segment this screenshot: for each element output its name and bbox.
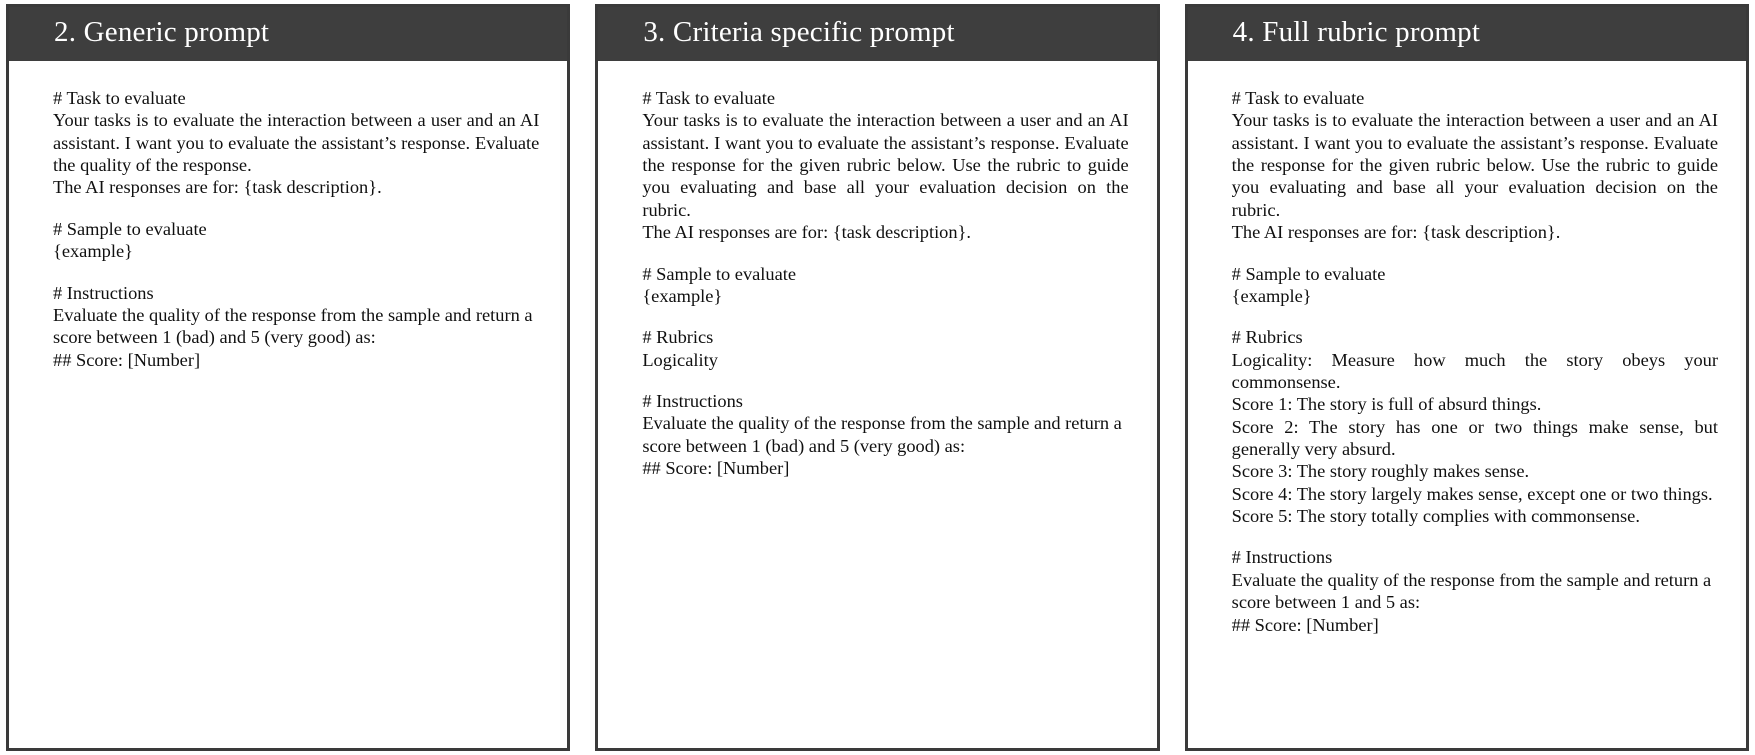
placeholder-example: {example} — [642, 285, 723, 306]
panel-criteria-specific-prompt — [595, 4, 1159, 751]
rubric-criterion-definition: Logicality: Measure how much the story obeys your commonsense. — [1231, 349, 1718, 392]
block-sample-to-evaluate — [642, 263, 1128, 308]
panel-title-full-rubric-prompt: 4. Full rubric prompt — [1188, 7, 1746, 61]
heading-task-to-evaluate: # Task to evaluate — [642, 88, 776, 108]
panel-title-criteria-specific-prompt: 3. Criteria specific prompt — [598, 7, 1156, 61]
rubric-score-line: Score 3: The story roughly makes sense. — [1231, 461, 1530, 482]
paragraph-task-to-evaluate: Your tasks is to evaluate the interaction between a user and an AI assistant. I want you to evaluate the assistant’s response. Evaluate the response for the given rubric below. Use the rubric to guide you evaluating and base all your evaluation decision on the rubric. — [1231, 110, 1718, 220]
tail-score-format: ## Score: [Number] — [642, 458, 790, 479]
heading-sample-to-evaluate: # Sample to evaluate — [642, 263, 797, 284]
block-sample-to-evaluate — [1232, 263, 1718, 308]
paragraph-task-to-evaluate: Your tasks is to evaluate the interaction between a user and an AI assistant. I want you to evaluate the assistant’s response. Evaluate the response for the given rubric below. Use the rubric to guide you evaluating and base all your evaluation decision on the rubric. — [642, 110, 1129, 220]
heading-sample-to-evaluate: # Sample to evaluate — [53, 218, 207, 239]
tail-score-format: ## Score: [Number] — [53, 349, 201, 370]
block-task-to-evaluate — [53, 87, 539, 199]
paragraph-instructions: Evaluate the quality of the response from the sample and return a score between 1 (bad) and 5 (very good) as: — [53, 304, 533, 348]
block-sample-to-evaluate — [53, 218, 539, 263]
block-task-to-evaluate — [642, 87, 1128, 244]
paragraph-instructions: Evaluate the quality of the response from the sample and return a score between 1 and 5 as: — [1231, 569, 1712, 613]
rubric-score-line: Score 5: The story totally complies with commonsense. — [1231, 506, 1640, 527]
tail-score-format: ## Score: [Number] — [1231, 614, 1379, 635]
paragraph-instructions: Evaluate the quality of the response from the sample and return a score between 1 (bad) and 5 (very good) as: — [642, 413, 1122, 456]
panel-body-criteria-specific-prompt — [598, 61, 1156, 748]
heading-instructions: # Instructions — [1231, 547, 1333, 568]
tail-task-description: The AI responses are for: {task description}. — [1231, 222, 1561, 243]
block-instructions — [1232, 546, 1718, 635]
tail-task-description: The AI responses are for: {task description}. — [53, 177, 382, 198]
panel-full-rubric-prompt — [1185, 4, 1749, 751]
heading-sample-to-evaluate: # Sample to evaluate — [1231, 263, 1386, 284]
block-task-to-evaluate — [1232, 87, 1718, 244]
panel-title-generic-prompt: 2. Generic prompt — [9, 7, 567, 61]
heading-rubrics: # Rubrics — [642, 327, 714, 348]
block-instructions — [642, 390, 1128, 479]
rubric-score-line: Score 2: The story has one or two things make sense, but generally very absurd. — [1231, 416, 1718, 460]
heading-task-to-evaluate: # Task to evaluate — [53, 88, 186, 108]
heading-task-to-evaluate: # Task to evaluate — [1231, 88, 1365, 108]
block-rubrics — [1232, 326, 1718, 527]
tail-task-description: The AI responses are for: {task description}. — [642, 222, 971, 243]
placeholder-example: {example} — [53, 241, 133, 262]
rubric-score-line: Score 1: The story is full of absurd things. — [1231, 394, 1542, 415]
paragraph-task-to-evaluate: Your tasks is to evaluate the interaction between a user and an AI assistant. I want you to evaluate the assistant’s response. Evaluate the quality of the response. — [53, 110, 540, 176]
heading-rubrics: # Rubrics — [1231, 327, 1303, 348]
rubric-criterion-name: Logicality — [642, 349, 718, 370]
rubric-score-line: Score 4: The story largely makes sense, except one or two things. — [1231, 483, 1713, 504]
heading-instructions: # Instructions — [642, 390, 743, 411]
heading-instructions: # Instructions — [53, 282, 154, 303]
panel-body-full-rubric-prompt — [1188, 61, 1746, 748]
panel-generic-prompt — [6, 4, 570, 751]
block-rubrics — [642, 326, 1128, 371]
placeholder-example: {example} — [1231, 285, 1312, 306]
block-instructions — [53, 282, 539, 371]
panel-body-generic-prompt — [9, 61, 567, 748]
